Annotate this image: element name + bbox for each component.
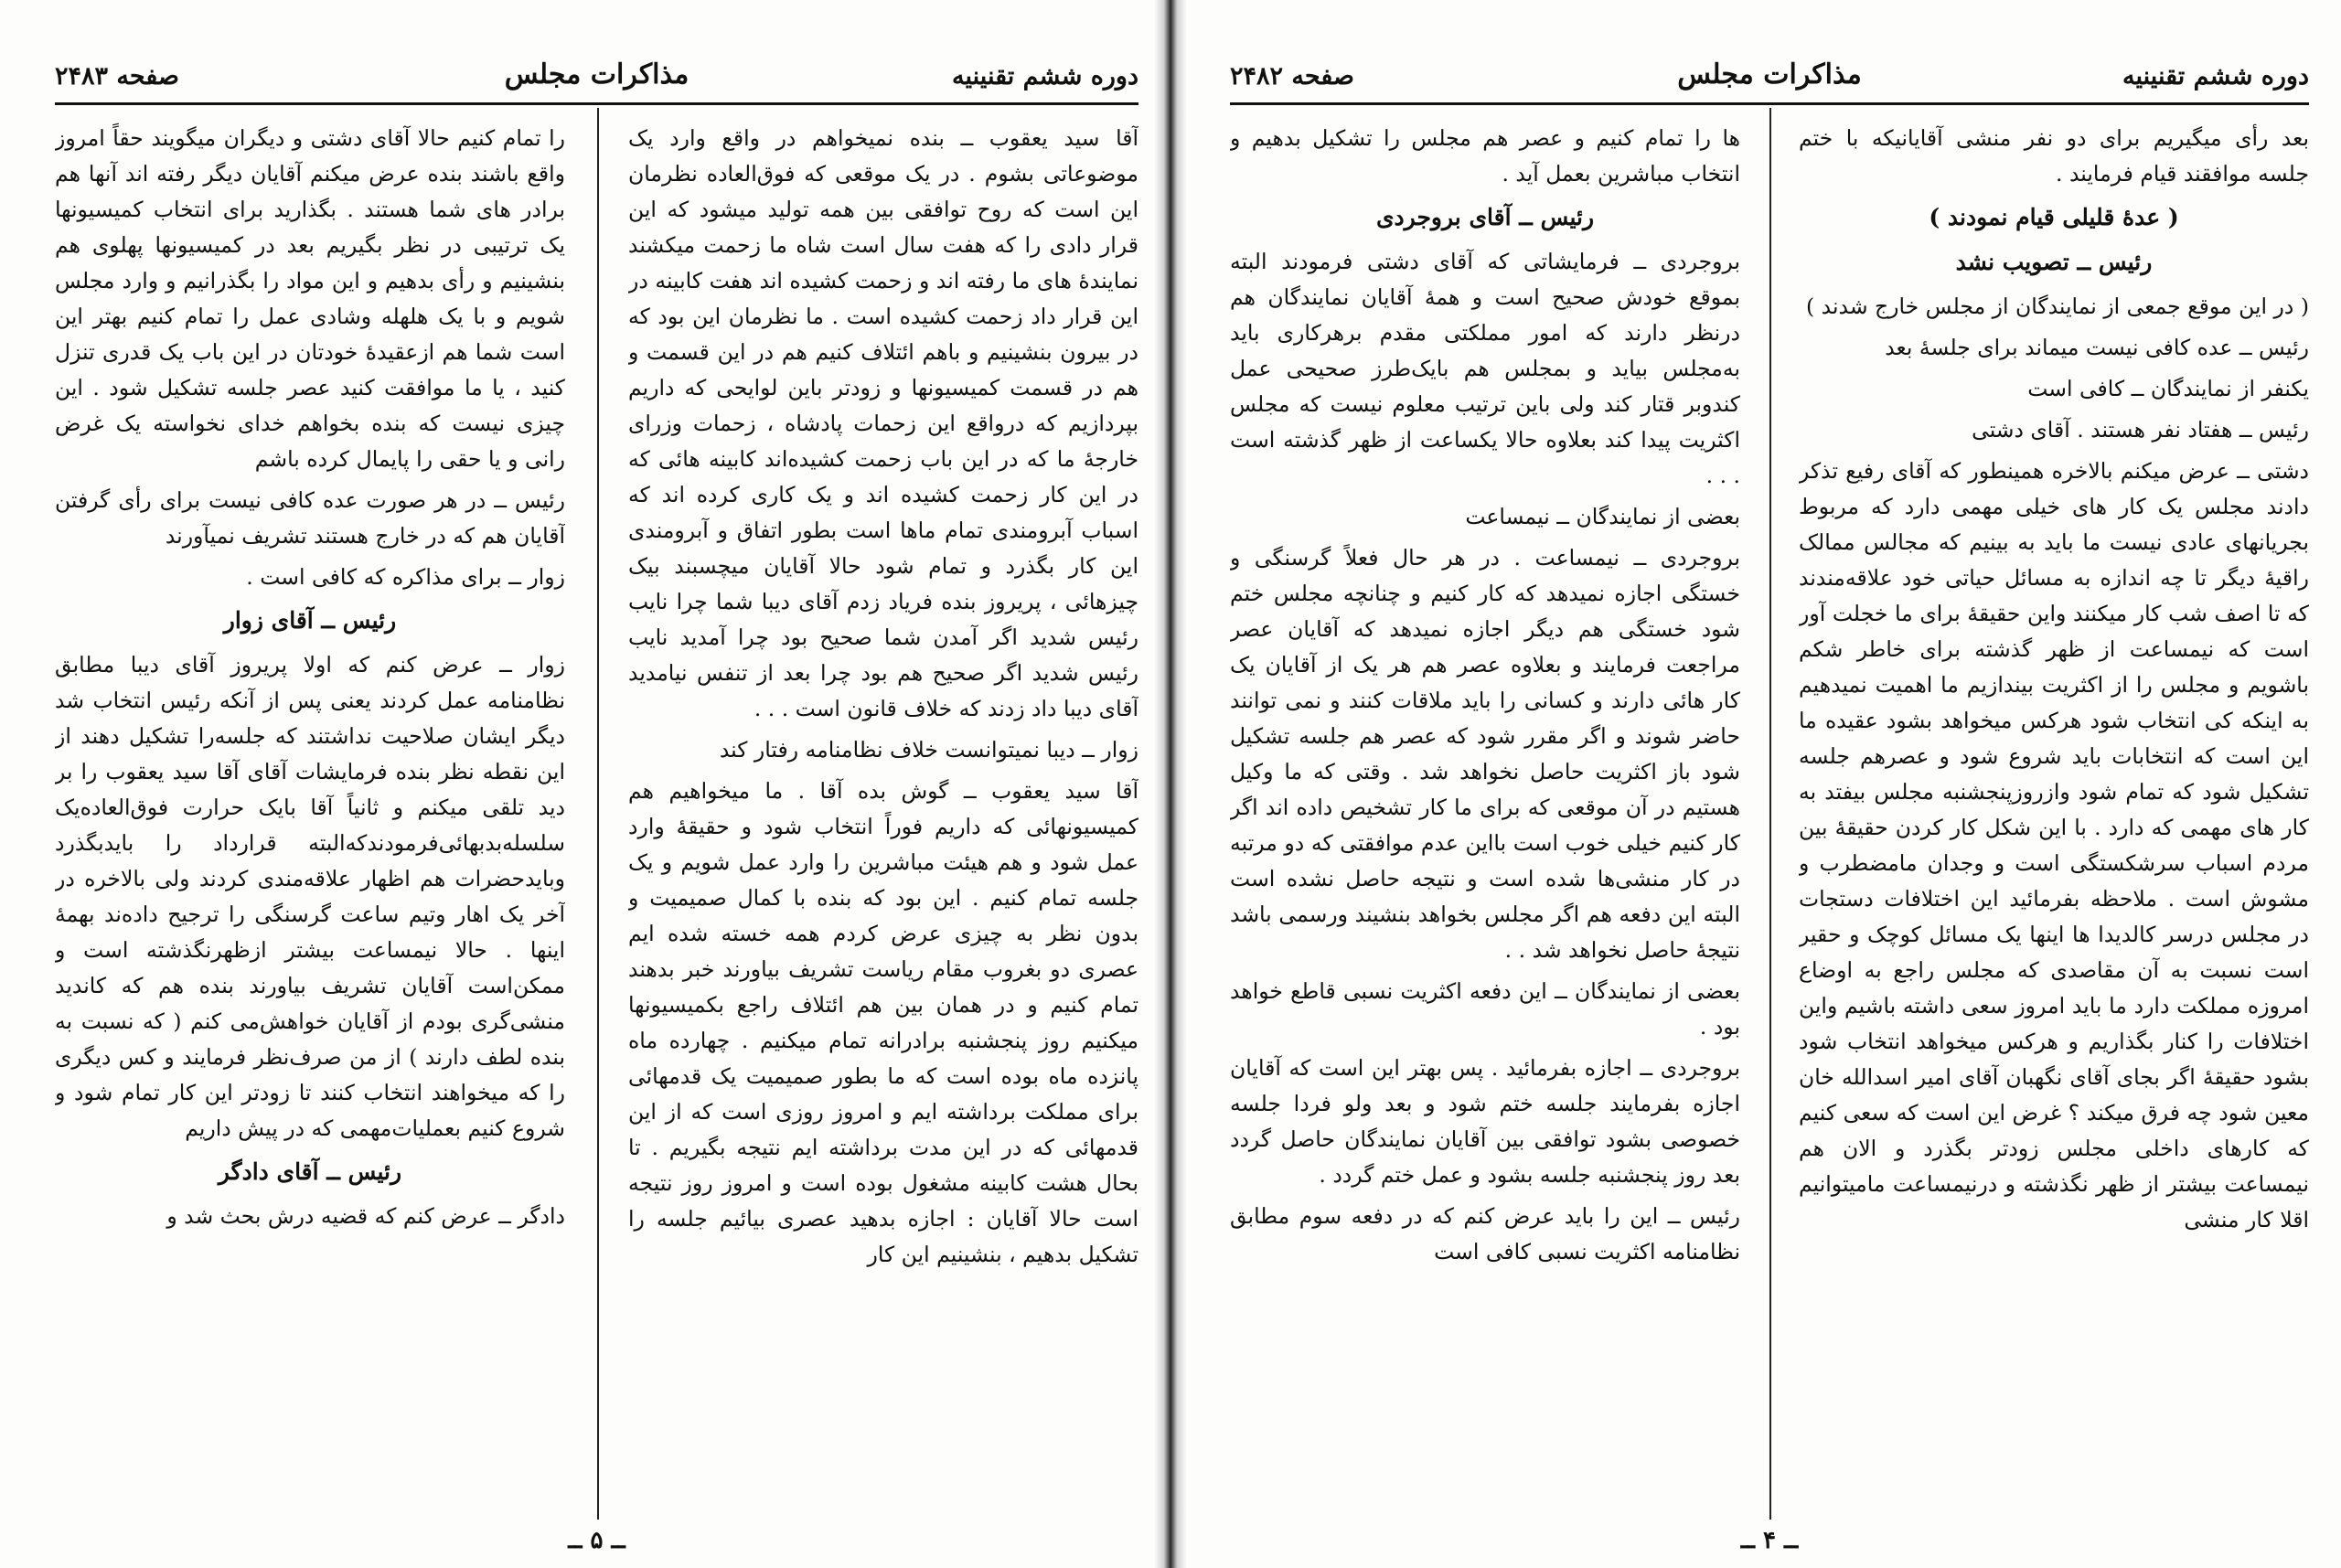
paragraph: رئیس ــ عده کافی نیست میماند برای جلسهٔ بعد [1885,335,2309,360]
paragraph: دادگر ــ عرض کنم که قضیه درش بحث شد و [166,1203,565,1229]
paragraph: بعد رأی میگیریم برای دو نفر منشی آقایانیکه با ختم جلسه موافقند قیام فرمایند . [1799,125,2309,187]
right-column-divider [1769,108,1771,1520]
paragraph: بروجردی ــ اجازه بفرمائید . پس بهتر این است که آقایان اجازه بفرمایند جلسه ختم شود و بعد ولو فردا جلسه خصوصی بشود توافقی بین آقایان نمایندگان حاصل گردد بعد روز پنجشنبه جلسه بشود و عمل ختم گردد . [1230,1055,1740,1188]
paragraph: بروجردی ــ نیمساعت . در هر حال فعلاً گرسنگی و خستگی اجازه نمیدهد که کار کنیم و چنانچه مجلس ختم شود خستگی هم دیگر اجازه نمیدهد که آقایان عصر مراجعت فرمایند و بعلاوه عصر هم هر یک از آقایان یک کار هائی دارند و کسانی را باید ملاقات کنند و نمی توانند حاضر شوند و اگر مقرر شود که عصر هم جلسه تشکیل شود باز اکثریت حاصل نخواهد شد . وقتی که ما وکیل هستیم در آن موقعی که برای ما کار تشخیص داده اند اگر کار کنیم خیلی خوب است بااین عدم موافقتی که دو مرتبه در کار منشی‌ها شده است و نتیجه حاصل نشده است البته این دفعه هم اگر مجلس بخواهد بنشیند ورسمی باشد نتیجهٔ حاصل نخواهد شد . . [1230,545,1740,963]
procedural-note: ( در این موقع جمعی از نمایندگان از مجلس خارج شدند ) [1805,293,2309,319]
paragraph: دشتی ــ عرض میکنم بالاخره همینطور که آقای رفیع تذکر دادند مجلس یک کار های خیلی مهمی دارد که مربوط بجریانهای عادی نیست ما باید به بینیم که مجالس ممالک راقیهٔ دیگر تا چه اندازه به مسائل حیاتی خود علاقه‌مندند که تا اصف شب کار میکنند واین حقیقهٔ برای ما خجلت آور است که نیمساعت از ظهر گذشته برای خاطر شکم باشویم و مجلس را از اکثریت بیندازیم ما اهمیت نمیدهیم به اینکه کی انتخاب شود هرکس میخواهد بشود عقیده ما این است که انتخابات باید شروع شود و عصرهم جلسه تشکیل شود که تمام شود وازروزپنجشنبه مجلس بیفتد به کار های مهمی که دارد . با این شکل کار کردن حقیقهٔ بین مردم اسباب سرشکستگی است و وجدان مامضطرب و مشوش است . ملاحظه بفرمائید این اختلافات دستجات در مجلس درسر کالدیدا ها اینها یک مسائل کوچک و حقیر است نسبت به آن مقاصدی که مجلس راجع به اوضاع امروزه مملکت دارد ما باید امروز سعی داشته باشیم واین اختلافات را کنار بگذاریم و هرکس میخواهد انتخاب شود بشود حقیقهٔ اگر بجای آقای نگهبان آقای امیر اسدالله خان معین شود چه فرق میکند ؟ غرض این است که سعی کنیم که کارهای داخلی مجلس زودتر بگذرد و الان هم نیمساعت بیشتر از ظهر نگذشته و درنیمساعت ماميتوانيم اقلا کار منشی [1799,458,2309,1232]
speaker-heading: رئیس ــ تصویب نشد [1955,249,2153,275]
speaker-heading: رئیس ــ آقای بروجردی [1375,204,1595,230]
right-page-header [1230,55,2309,101]
paragraph: رئیس ــ در هر صورت عده کافی نیست برای رأی گرفتن آقایان هم که در خارج هستند تشریف نمیآورند [55,487,565,549]
left-header-rule [55,102,1138,105]
paragraph: زوار ــ عرض کنم که اولا پریروز آقای دیبا مطابق نظامنامه عمل کردند یعنی پس از آنکه رئیس انتخاب شد دیگر ایشان صلاحیت نداشتند که جلسه‌را تشکیل دهند از این نقطه نظر بنده فرمایشات آقای آقا سید یعقوب را بر دید تلقی میکنم و ثانیاً آقا بایک حرارت فوق‌العاده‌یک سلسله‌بدبهائی‌فرمودندکه‌البته قرارداد را بایدبگذرد‌ وباید‌حضرات هم اظهار علاقه‌مندی کردند ولی بالاخره در آخر یک‌ اهار وتیم ساعت گرسنگی را ترجیح داده‌ند بهمهٔ اینها . حالا نیمساعت بیشتر ازظهرنگذشته است و ممکن‌است آقایان تشریف بیاورند بنده هم که کاندید منشی‌گری بودم از آقایان خواهش‌می کنم ( که نسبت به بنده لطف دارند ) از من صرف‌نظر فرمایند و کس دیگری را که میخواهند انتخاب کنند تا زودتر این کار تمام شود و شروع کنیم بعملیات‌مهمی که در پیش داریم [55,652,565,1141]
paragraph: بروجردی ــ فرمایشاتی که آقای دشتی فرمودند البته بموقع خودش صحیح است و همهٔ آقایان نمایندگان هم درنظر دارند که امور مملکتی مقدم برهرکاری باید به‌مجلس بیاید و بمجلس هم بایک‌طرز صحیحی عمل کندوبر قتار کند ولی باین ترتیب معلوم نیست که مجلس اکثریت پیدا کند بعلاوه حالا یکساعت از ظهر گذشته است . . . [1230,249,1740,488]
paragraph: یکنفر از نمایندگان ــ کافی است [2027,376,2309,401]
left-page-number: صفحه ۲۴۸۳ [55,62,179,91]
right-running-title: مذاکرات مجلس [1677,59,1862,91]
paragraph: بعضی از نمایندگان ــ این دفعه اکثریت نسبی قاطع خواهد بود . [1230,978,1740,1040]
left-page-right-column [628,121,1138,1510]
left-page-footer: ــ ۵ ــ [568,1527,625,1554]
right-page [1230,37,2309,1554]
paragraph: بعضی از نمایندگان ــ نیمساعت [1465,504,1740,529]
right-series-title: دوره‌ ششم تقنینیه [2122,62,2309,91]
left-page [55,37,1138,1554]
left-column-divider [597,108,599,1520]
right-page-number: صفحه ۲۴۸۲ [1230,62,1354,91]
left-page-left-column [55,121,565,1510]
right-page-left-column [1230,121,1740,1510]
speaker-heading: رئیس ــ آقای زوار [223,607,397,634]
right-header-rule [1230,102,2309,105]
right-page-right-column [1799,121,2309,1510]
book-gutter [1154,0,1187,1568]
procedural-note: ( عدهٔ قلیلی قیام نمودند ) [1929,204,2179,230]
paragraph: آقا سید یعقوب ــ گوش بده آقا . ما میخواهیم هم کمیسیونهائی که داریم فوراً انتخاب شود و حقیقهٔ وارد عمل شود و هم هیئت مباشرین را وارد عمل شویم و یک جلسه تمام کنیم . این بود که بنده با کمال صمیمیت و بدون نظر به چیزی عرض کردم همه خسته شده ایم عصری دو بغروب مقام ریاست تشریف بیاورند خبر بدهند تمام کنیم و در همان بین هم ائتلاف راجع بکمیسیونها میکنیم روز پنجشنبه برادرانه تمام میکنیم . چهارده ماه پانزده ماه بوده است که ما بطور صمیمیت یک قدمهائی برای مملکت برداشته ایم و امروز روزی است که از این قدمهائی که در این مدت برداشته ایم نتیجه بگیریم . تا بحال هشت کابینه مشغول بوده است و امروز روز نتیجه است حالا آقایان : اجازه بدهید عصری بیائیم جلسه را تشکیل بدهیم ، بنشینیم این کار [628,778,1138,1267]
paragraph: زوار ــ دیبا نمیتوانست خلاف نظامنامه رفتار کند [719,737,1138,763]
paragraph: را تمام کنیم حالا آقای دشتی و دیگران میگویند حقاً امروز واقع باشند بنده عرض میکنم آقایان دیگر رفته اند آنها هم برادر های شما هستند . بگذارید برای انتخاب کمیسیونها یک ترتیبی در نظر بگیریم بعد در کمیسیونها پهلوی هم بنشینیم و رأی بدهیم و این مواد را بگذرانیم و وارد مجلس شویم و با یک هلهله وشادی عمل را تمام کنیم بهتر این است شما هم ازعقیدهٔ خودتان در این باب یک قدری تنزل کنید ، یا ما موافقت کنید عصر جلسه تشکیل شود . این چیزی نیست که بنده بخواهم خدای نخواسته یک غرض رانی و یا حقی را پایمال کرده باشم [55,125,565,472]
right-page-footer: ــ ۴ ــ [1740,1527,1799,1554]
paragraph: رئیس ــ این را باید عرض کنم که در دفعه سوم مطابق نظامنامه اکثریت نسبی کافی است [1230,1203,1740,1264]
speaker-heading: رئیس ــ آقای دادگر [218,1158,402,1185]
paragraph: زوار ــ برای مذاکره که کافی است . [246,564,565,590]
paragraph: آقا سید یعقوب ــ بنده نمیخواهم در واقع وارد یک موضوعاتی بشوم . در یک موقعی که فوق‌العاده نظرمان این است که روح توافقی بین همه تولید میشود که این قرار دادی را که هفت سال است شاه ما زحمت میکشند نمایندهٔ های ما رفته اند و زحمت کشیده اند هفت کابینه در این قرار داد زحمت کشیده است . ما نظرمان این بود که در بیرون بنشینیم و باهم ائتلاف کنیم هم در این قسمت و هم در قسمت کمیسیونها و زودتر باین لوایحی که داریم بپردازیم که درواقع این زحمات پادشاه ، زحمات وزرای خارجهٔ ما که در این باب زحمت کشیده‌اند کابینه هائی که در این کار زحمت کشیده اند و یک کاری کرده اند که اسباب آبرومندی تمام ما‌ها است بطور اتفاق و آبرومندی این کار بگذرد و تمام شود حالا آقایان میچسبند بیک چیزهائی ، پریروز بنده فریاد زدم آقای دیبا شما چرا نایب رئیس شدید اگر آمدن شما صحیح بود چرا آمدید نایب رئیس شدید اگر صحیح هم بود چرا بعد از تنفس نیامدید آقای دیبا داد زدند که خلاف قانون است . . . [628,125,1138,721]
left-series-title: دوره‌ ششم تقنینیه [952,62,1138,91]
left-page-header [55,55,1138,101]
paragraph: رئیس ــ هفتاد نفر هستند . آقای دشتی [1972,417,2309,443]
left-running-title: مذاکرات مجلس [504,59,689,91]
paragraph: ها را تمام کنیم و عصر هم مجلس را تشکیل بدهیم و انتخاب مباشرین بعمل آید . [1230,125,1740,187]
